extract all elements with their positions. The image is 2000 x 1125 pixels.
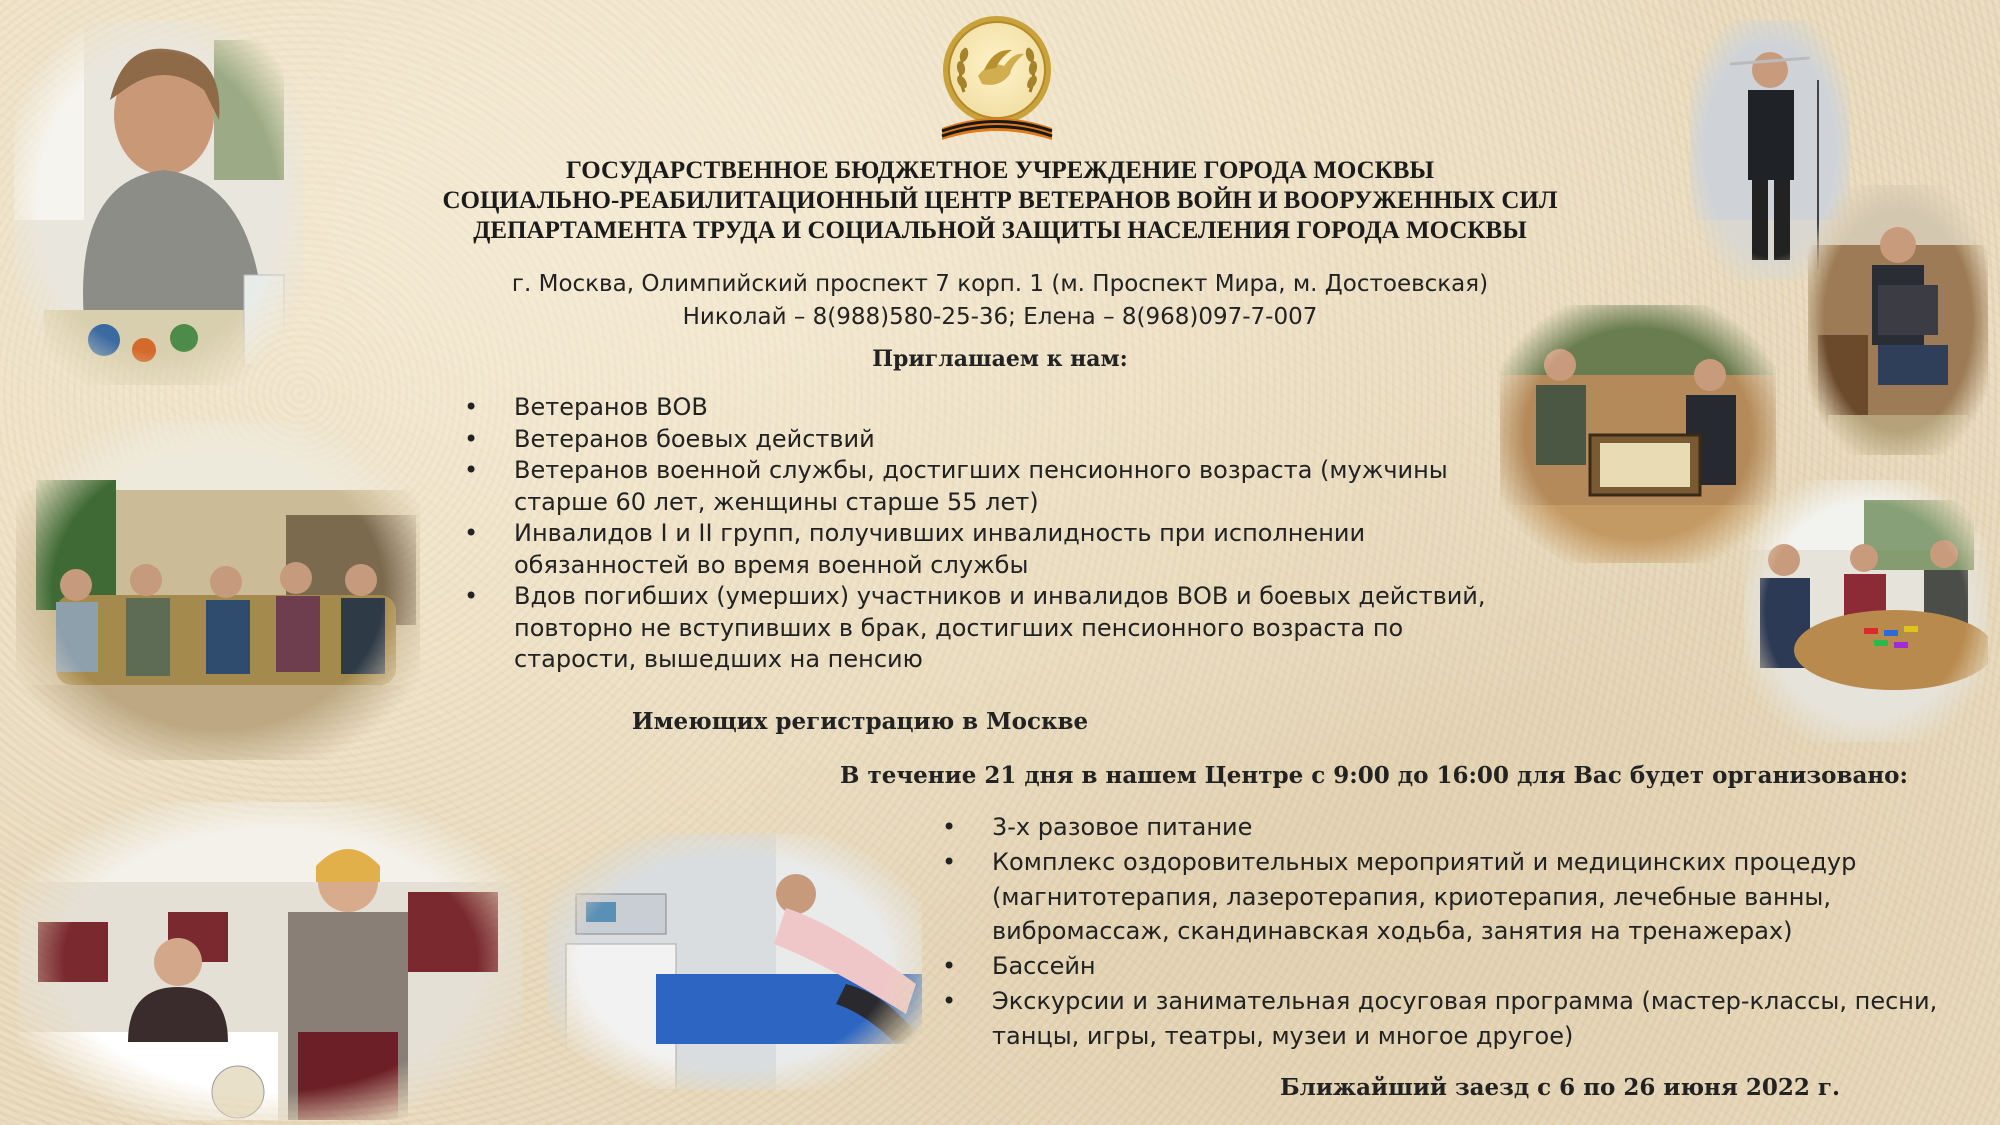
services-list xyxy=(936,810,1976,1054)
invite-title: Приглашаем к нам: xyxy=(872,346,1128,372)
list-item: • Экскурсии и занимательная досуговая программа (мастер-классы, песни, танцы, игры, театры, музеи и многое другое) xyxy=(936,984,1976,1054)
next-arrival: Ближайший заезд с 6 по 26 июня 2022 г. xyxy=(1279,1074,1840,1101)
list-item: • Ветеранов военной службы, достигших пенсионного возраста (мужчины старше 60 лет, женщины старше 55 лет) xyxy=(458,455,1518,518)
contact-block xyxy=(330,268,1670,334)
institution-heading xyxy=(330,156,1670,246)
heading-line-2: СОЦИАЛЬНО-РЕАБИЛИТАЦИОННЫЙ ЦЕНТР ВЕТЕРАНОВ ВОЙН И ВООРУЖЕННЫХ СИЛ xyxy=(442,187,1558,214)
list-item: • Ветеранов боевых действий xyxy=(458,424,1518,456)
photo-accordion-player xyxy=(1808,185,1988,455)
list-item: • Бассейн xyxy=(936,949,1976,984)
heading-line-3: ДЕПАРТАМЕНТА ТРУДА И СОЦИАЛЬНОЙ ЗАЩИТЫ НАСЕЛЕНИЯ ГОРОДА МОСКВЫ xyxy=(473,217,1527,244)
phones-line: Николай – 8(988)580-25-36; Елена – 8(968)097-7-007 xyxy=(682,304,1318,330)
photo-crafts-table xyxy=(1744,480,1988,742)
photo-woman-painting xyxy=(14,20,304,385)
st-george-ribbon-icon xyxy=(942,118,1052,140)
dove-laurel-emblem-icon xyxy=(934,12,1060,144)
list-item: • Ветеранов ВОВ xyxy=(458,392,1518,424)
list-item: • Вдов погибших (умерших) участников и инвалидов ВОВ и боевых действий, повторно не вступивших в брак, достигших пенсионного возраста по старости, вышедших на пенсию xyxy=(458,581,1518,676)
list-item: • Инвалидов I и II групп, получивших инвалидность при исполнении обязанностей во время военной службы xyxy=(458,518,1518,581)
invite-list xyxy=(458,392,1518,676)
registration-note: Имеющих регистрацию в Москве xyxy=(631,708,1089,735)
heading-line-1: ГОСУДАРСТВЕННОЕ БЮДЖЕТНОЕ УЧРЕЖДЕНИЕ ГОРОДА МОСКВЫ xyxy=(566,157,1434,184)
address-line: г. Москва, Олимпийский проспект 7 корп. 1 (м. Проспект Мира, м. Достоевская) xyxy=(511,271,1489,297)
photo-medical-procedure xyxy=(546,834,922,1090)
photo-lounge-group xyxy=(16,420,420,760)
list-item: • Комплекс оздоровительных мероприятий и медицинских процедур (магнитотерапия, лазеротерапия, криотерапия, лечебные ванны, вибромассаж, скандинавская ходьба, занятия на тренажерах) xyxy=(936,845,1976,949)
photo-board-game xyxy=(1500,305,1776,563)
period-title: В течение 21 дня в нашем Центре с 9:00 до 16:00 для Вас будет организовано: xyxy=(840,762,1909,789)
list-item: • 3-х разовое питание xyxy=(936,810,1976,845)
photo-dining-hall xyxy=(18,802,523,1120)
